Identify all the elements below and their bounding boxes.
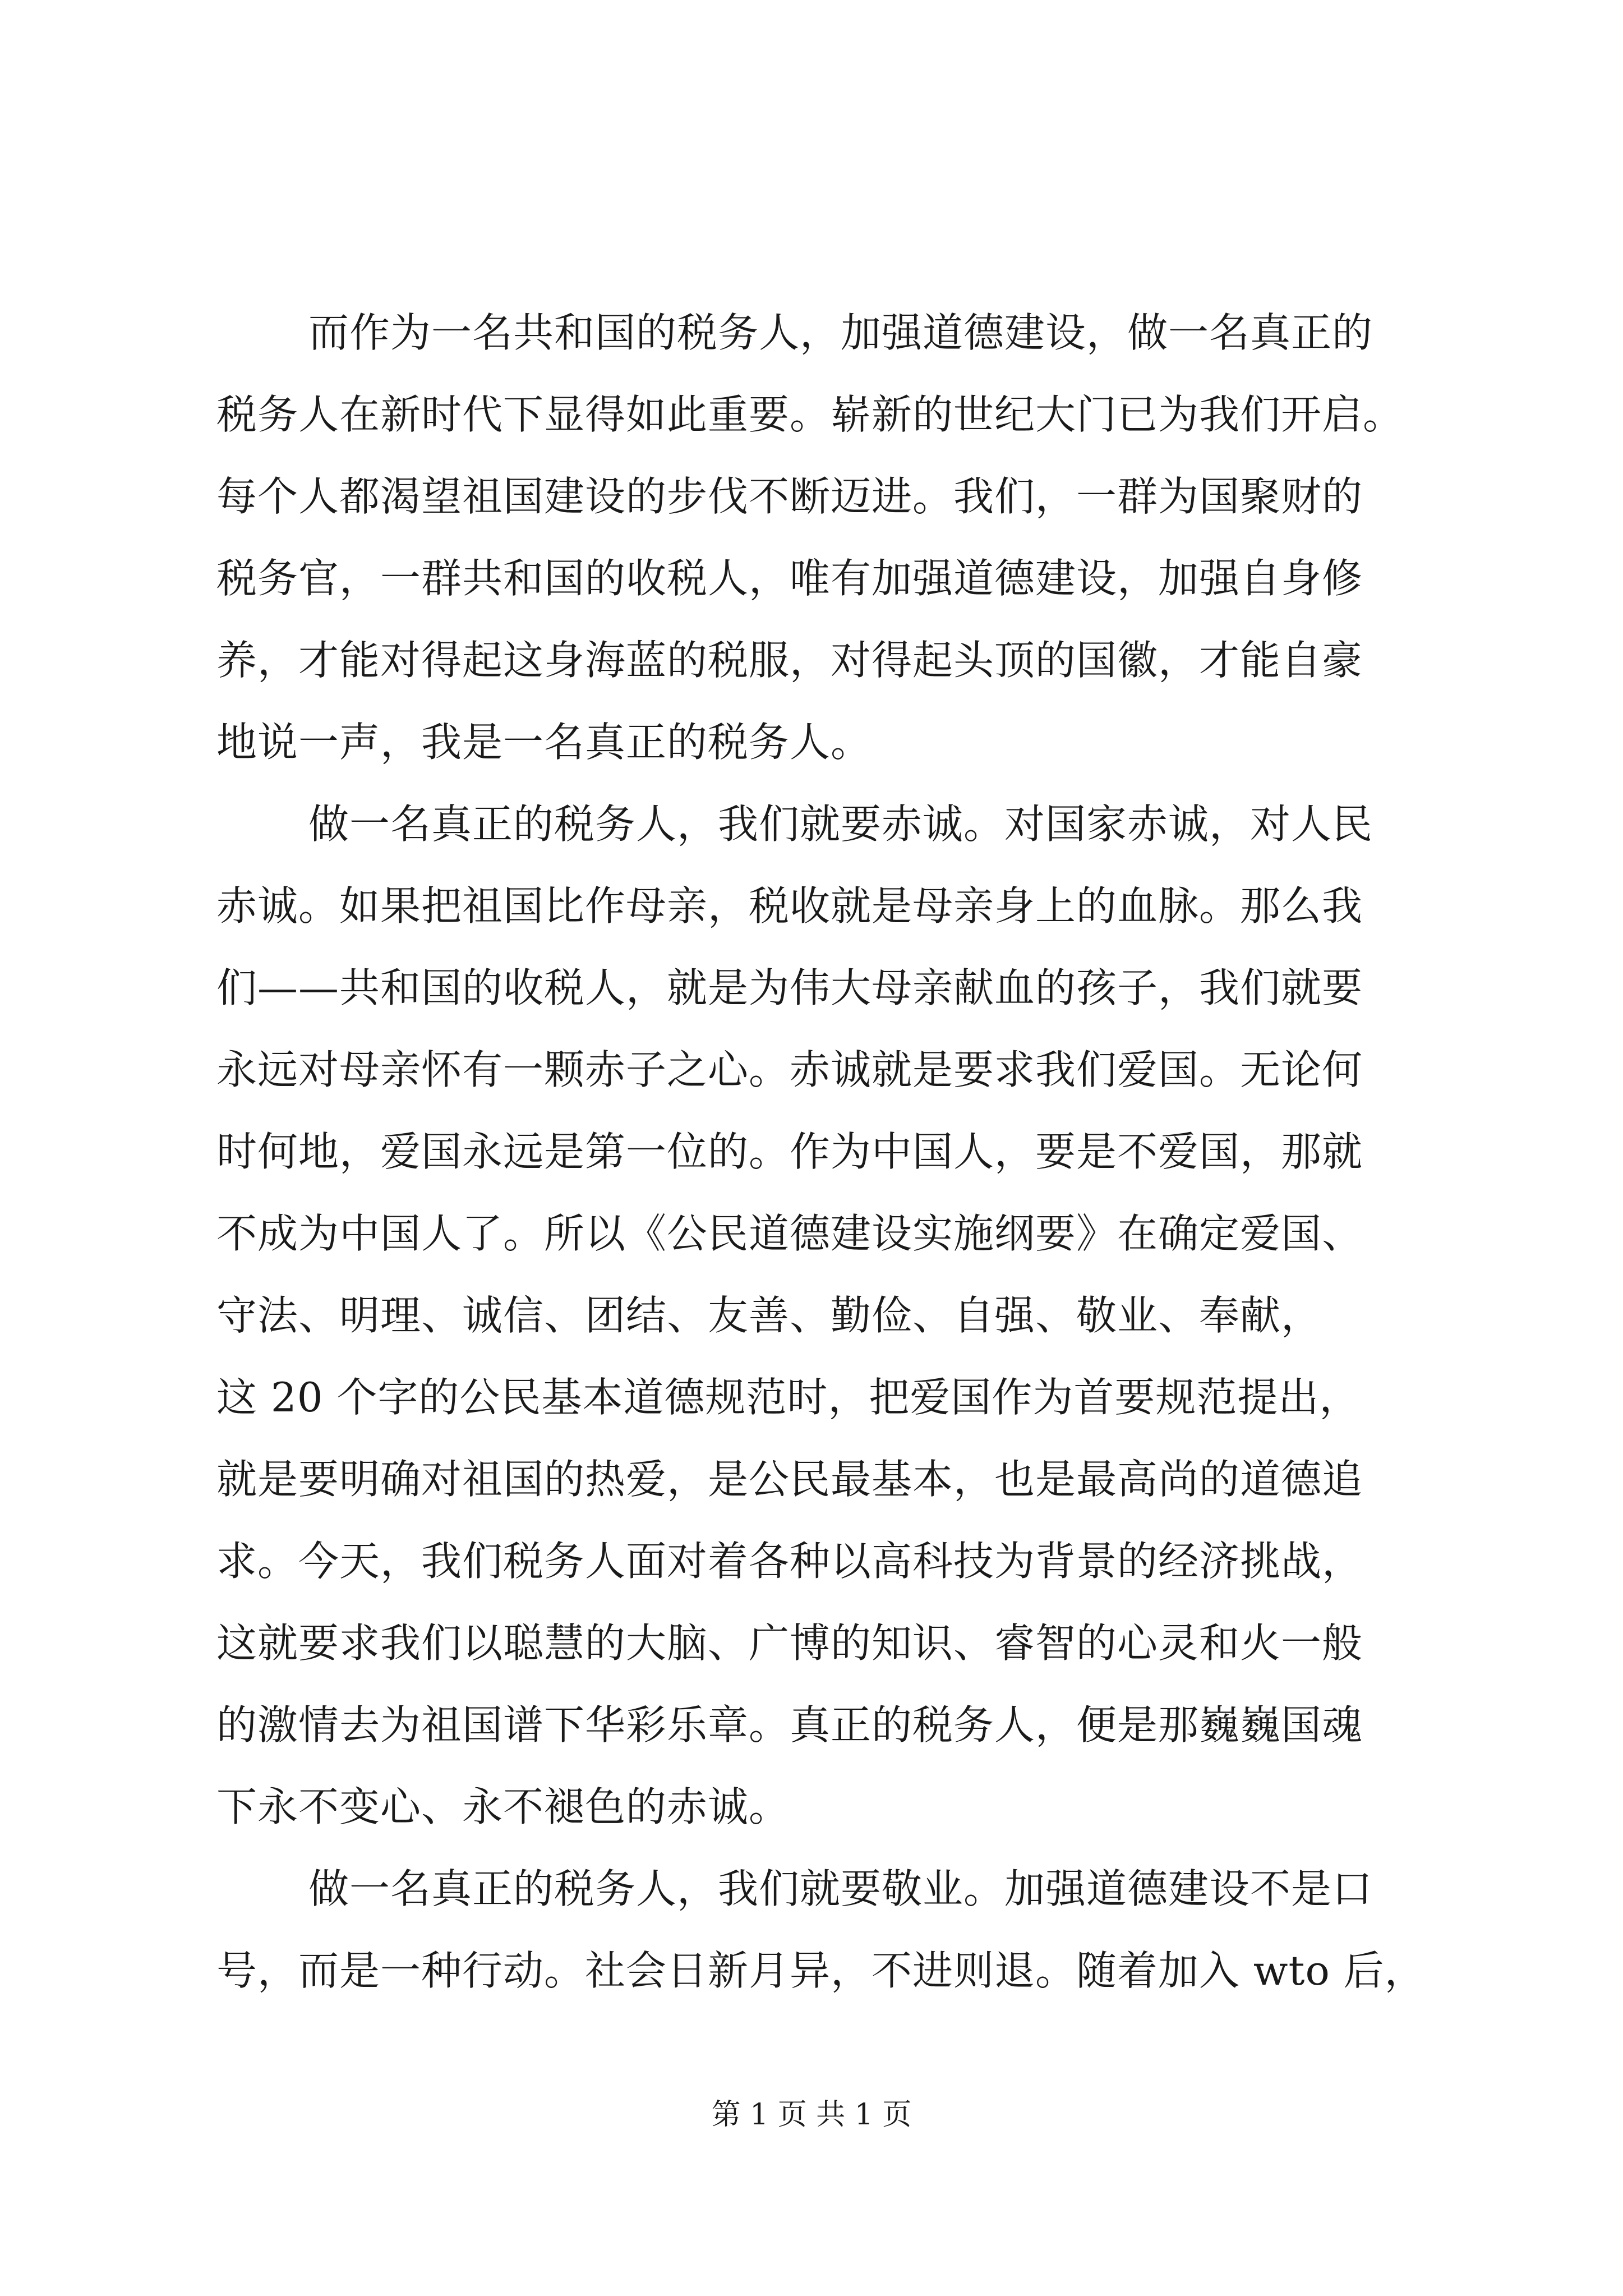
paragraph-line: 永远对母亲怀有一颗赤子之心。赤诚就是要求我们爱国。无论何 xyxy=(216,1046,1363,1093)
paragraph-3 xyxy=(216,1848,1426,2012)
page-number-label: 第 1 页 共 1 页 xyxy=(711,2098,912,2132)
paragraph-line: 号，而是一种行动。社会日新月异，不进则退。随着加入 wto 后， xyxy=(216,1947,1426,1994)
paragraph-line: 税务官，一群共和国的收税人，唯有加强道德建设，加强自身修 xyxy=(216,555,1363,602)
paragraph-line: 就是要明确对祖国的热爱，是公民最基本，也是最高尚的道德追 xyxy=(216,1456,1363,1503)
page-footer xyxy=(0,2092,1623,2137)
paragraph-line: 守法、明理、诚信、团结、友善、勤俭、自强、敬业、奉献， xyxy=(216,1292,1322,1339)
paragraph-line: 们——共和国的收税人，就是为伟大母亲献血的孩子，我们就要 xyxy=(216,964,1363,1011)
paragraph-line: 做一名真正的税务人，我们就要敬业。加强道德建设不是口 xyxy=(308,1865,1373,1912)
paragraph-line: 每个人都渴望祖国建设的步伐不断迈进。我们，一群为国聚财的 xyxy=(216,473,1363,520)
paragraph-line: 地说一声，我是一名真正的税务人。 xyxy=(216,719,872,766)
paragraph-line: 养，才能对得起这身海蓝的税服，对得起头顶的国徽，才能自豪 xyxy=(216,637,1363,684)
document-body xyxy=(216,292,1426,2012)
paragraph-line: 税务人在新时代下显得如此重要。崭新的世纪大门已为我们开启。 xyxy=(216,391,1404,438)
paragraph-line: 赤诚。如果把祖国比作母亲，税收就是母亲身上的血脉。那么我 xyxy=(216,882,1363,930)
paragraph-line: 做一名真正的税务人，我们就要赤诚。对国家赤诚，对人民 xyxy=(308,800,1373,848)
paragraph-line: 时何地，爱国永远是第一位的。作为中国人，要是不爱国，那就 xyxy=(216,1128,1363,1175)
paragraph-line: 这 20 个字的公民基本道德规范时，把爱国作为首要规范提出， xyxy=(216,1374,1361,1421)
paragraph-line: 求。今天，我们税务人面对着各种以高科技为背景的经济挑战， xyxy=(216,1538,1363,1585)
paragraph-2 xyxy=(216,783,1426,1848)
paragraph-line: 这就要求我们以聪慧的大脑、广博的知识、睿智的心灵和火一般 xyxy=(216,1619,1363,1667)
paragraph-line: 而作为一名共和国的税务人，加强道德建设，做一名真正的 xyxy=(308,309,1373,356)
paragraph-1 xyxy=(216,292,1426,783)
paragraph-line: 下永不变心、永不褪色的赤诚。 xyxy=(216,1783,790,1830)
paragraph-line: 不成为中国人了。所以《公民道德建设实施纲要》在确定爱国、 xyxy=(216,1210,1363,1257)
paragraph-line: 的激情去为祖国谱下华彩乐章。真正的税务人，便是那巍巍国魂 xyxy=(216,1701,1363,1749)
